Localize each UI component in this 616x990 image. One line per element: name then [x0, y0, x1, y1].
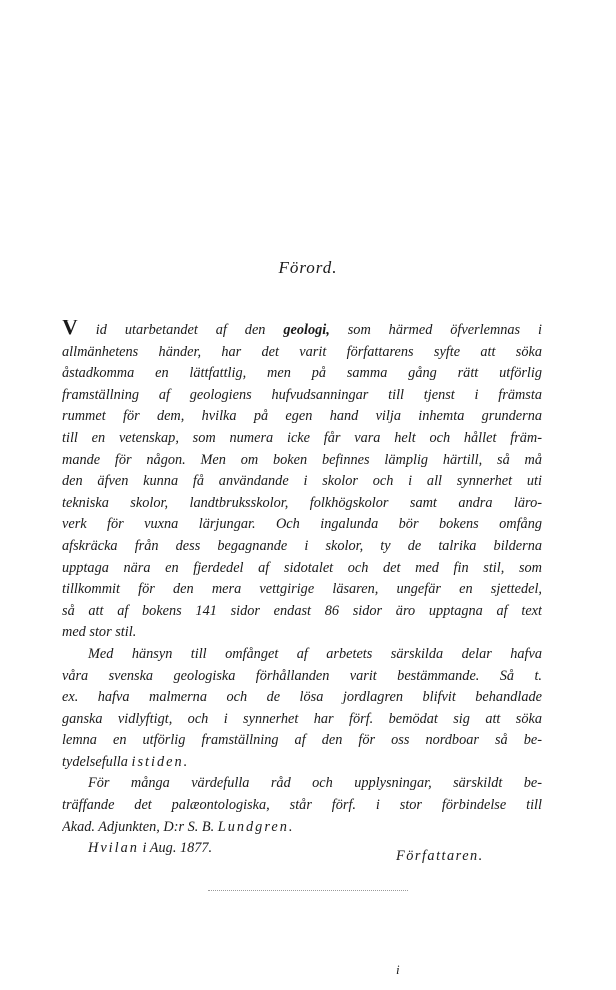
paragraph-1-line-10: verk för vuxna lärjungar. Och ingalunda bör bokens omfång — [62, 516, 542, 533]
paragraph-1-line-3: åstadkomma en lättfattlig, men på samma gång rätt utförlig — [62, 365, 542, 382]
place-name: Hvilan — [88, 840, 139, 857]
paragraph-1-line-11: afskräcka från dess begagnande i skolor, ty de talrika bilderna — [62, 537, 542, 554]
paragraph-1-line-1: V id utarbetandet af den geologi, som härmed öfverlemnas i — [62, 320, 542, 342]
paragraph-1-line-9: tekniska skolor, landtbruksskolor, folkhögskolor samt andra läro- — [62, 494, 542, 511]
paragraph-1-line-15: med stor stil. — [62, 624, 137, 641]
paragraph-2-line-6: tydelsefulla istiden. — [62, 753, 190, 770]
paragraph-2-line-1: Med hänsyn till omfånget af arbetets särskilda delar hafva — [88, 645, 542, 662]
paragraph-3-line-2: träffande det palæontologiska, står förf. i stor förbindelse till — [62, 797, 542, 814]
drop-capital: V — [62, 320, 78, 339]
paragraph-1-line-5: rummet för dem, hvilka på egen hand vilja inhemta grunderna — [62, 408, 542, 425]
paragraph-2-line-3: ex. hafva malmerna och de lösa jordlagren blifvit behandlade — [62, 689, 542, 706]
paragraph-1-line-12: upptaga nära en fjerdedel af sidotalet och det med fin stil, som — [62, 559, 542, 576]
spaced-name-lundgren: Lundgren. — [217, 818, 295, 835]
date-text: i Aug. 1877. — [138, 840, 213, 857]
spaced-word-istiden: istiden. — [131, 753, 190, 770]
paragraph-1-line-4: framställning af geologiens hufvudsanningar till tjenst i främsta — [62, 386, 542, 403]
paragraph-3-line-3: Akad. Adjunkten, D:r S. B. Lundgren. — [62, 818, 295, 835]
page-number: i — [396, 962, 400, 977]
paragraph-1-line-6: till en vetenskap, som numera icke får vara helt och hållet främ- — [62, 429, 542, 446]
dotted-divider — [208, 890, 408, 891]
author-signature: Författaren. — [396, 848, 484, 864]
paragraph-1-line-7: mande för någon. Men om boken befinnes lämplig härtill, så må — [62, 451, 542, 468]
paragraph-1-line-2: allmänhetens händer, har det varit författarens syfte att söka — [62, 343, 542, 360]
paragraph-1-line-14: så att af bokens 141 sidor endast 86 sidor äro upptagna af text — [62, 602, 542, 619]
paragraph-1-line-13: tillkommit för den mera vettgirige läsaren, ungefär en sjettedel, — [62, 581, 542, 598]
emphasized-word-geologi: geologi, — [283, 322, 330, 338]
preface-body — [62, 320, 542, 860]
paragraph-3-line-1: För många värdefulla råd och upplysningar, särskildt be- — [88, 775, 542, 792]
paragraph-2-line-5: lemna en utförlig framställning af den för oss nordboar så be- — [62, 732, 542, 749]
paragraph-1-line-8: den äfven kunna få användande i skolor och i all synnerhet uti — [62, 473, 542, 490]
page-heading: Förord. — [278, 258, 338, 277]
paragraph-2-line-2: våra svenska geologiska förhållanden varit bestämmande. Så t. — [62, 667, 542, 684]
paragraph-2-line-4: ganska vidlyftigt, och i synnerhet har förf. bemödat sig att söka — [62, 710, 542, 727]
